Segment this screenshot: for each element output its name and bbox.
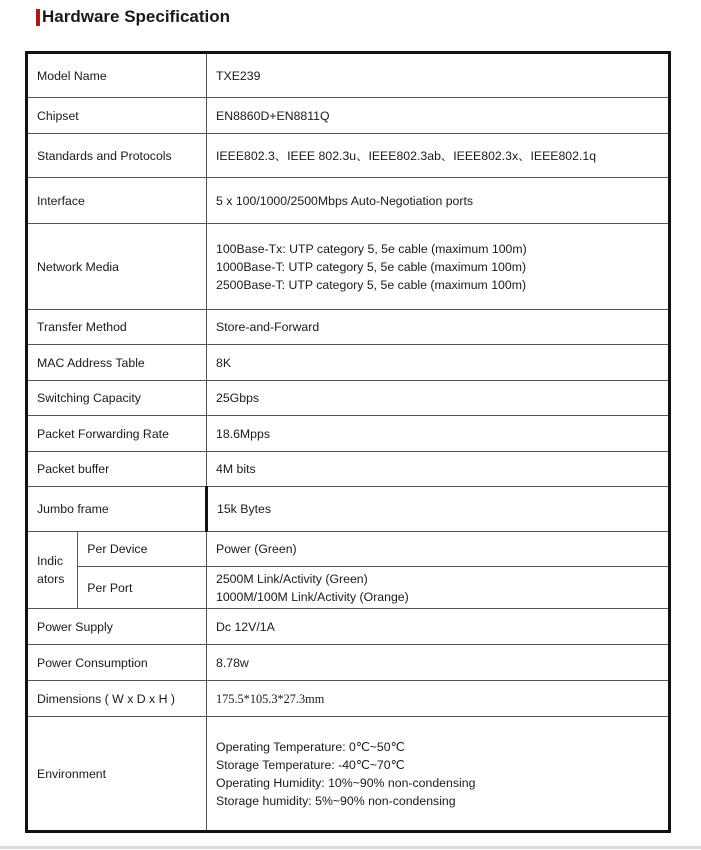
page-bottom-divider <box>0 846 701 849</box>
value-line: Operating Humidity: 10%~90% non-condensing <box>216 775 476 790</box>
value-line: Storage Temperature: -40℃~70℃ <box>216 757 405 772</box>
table-row <box>27 609 670 645</box>
row-label: Environment <box>27 717 207 832</box>
table-row <box>27 98 670 134</box>
table-row <box>27 178 670 224</box>
section-title <box>36 6 230 28</box>
row-value: 4M bits <box>207 452 670 487</box>
value-line: 2500Base-T: UTP category 5, 5e cable (maximum 100m) <box>216 277 527 292</box>
row-label: Packet buffer <box>27 452 207 487</box>
table-row <box>27 345 670 381</box>
table-row <box>27 487 670 532</box>
spec-table <box>25 51 671 833</box>
row-value: 8K <box>207 345 670 381</box>
per-device-label: Per Device <box>78 532 207 567</box>
row-label: Standards and Protocols <box>27 134 207 178</box>
title-accent-bar <box>36 9 40 26</box>
row-value: EN8860D+EN8811Q <box>207 98 670 134</box>
value-line: 1000Base-T: UTP category 5, 5e cable (maximum 100m) <box>216 259 527 274</box>
table-row <box>27 310 670 345</box>
per-port-value <box>207 567 670 609</box>
row-value: TXE239 <box>207 53 670 98</box>
row-value: Dc 12V/1A <box>207 609 670 645</box>
row-label: MAC Address Table <box>27 345 207 381</box>
row-value: 25Gbps <box>207 381 670 416</box>
table-row <box>27 53 670 98</box>
value-line: Storage humidity: 5%~90% non-condensing <box>216 793 456 808</box>
row-label: Power Consumption <box>27 645 207 681</box>
table-row <box>27 416 670 452</box>
label-line: ators <box>37 572 65 586</box>
value-line: 2500M Link/Activity (Green) <box>216 571 368 586</box>
value-line: Operating Temperature: 0℃~50℃ <box>216 739 405 754</box>
row-value: 18.6Mpps <box>207 416 670 452</box>
row-value <box>207 224 670 310</box>
row-label: Power Supply <box>27 609 207 645</box>
row-value: Store-and-Forward <box>207 310 670 345</box>
per-device-value: Power (Green) <box>207 532 670 567</box>
row-label: Jumbo frame <box>27 487 207 532</box>
table-row <box>27 134 670 178</box>
row-value: IEEE802.3、IEEE 802.3u、IEEE802.3ab、IEEE802.3x、IEEE802.1q <box>207 134 670 178</box>
indicators-row-port <box>27 567 670 609</box>
row-label: Model Name <box>27 53 207 98</box>
table-row <box>27 681 670 717</box>
row-value: 175.5*105.3*27.3mm <box>207 681 670 717</box>
row-value: 8.78w <box>207 645 670 681</box>
indicators-label <box>27 532 78 609</box>
table-row <box>27 381 670 416</box>
value-line: 1000M/100M Link/Activity (Orange) <box>216 589 409 604</box>
indicators-row-device <box>27 532 670 567</box>
per-port-label: Per Port <box>78 567 207 609</box>
row-label: Network Media <box>27 224 207 310</box>
table-row <box>27 645 670 681</box>
row-value: 5 x 100/1000/2500Mbps Auto-Negotiation ports <box>207 178 670 224</box>
row-label: Packet Forwarding Rate <box>27 416 207 452</box>
label-line: Indic <box>37 554 63 568</box>
table-row <box>27 717 670 832</box>
row-label: Chipset <box>27 98 207 134</box>
row-label: Dimensions ( W x D x H ) <box>27 681 207 717</box>
row-value <box>207 717 670 832</box>
table-row <box>27 224 670 310</box>
value-line: 100Base-Tx: UTP category 5, 5e cable (maximum 100m) <box>216 241 527 256</box>
row-label: Switching Capacity <box>27 381 207 416</box>
title-text: Hardware Specification <box>42 7 231 26</box>
row-value: 15k Bytes <box>207 487 670 532</box>
table-row <box>27 452 670 487</box>
row-label: Interface <box>27 178 207 224</box>
row-label: Transfer Method <box>27 310 207 345</box>
